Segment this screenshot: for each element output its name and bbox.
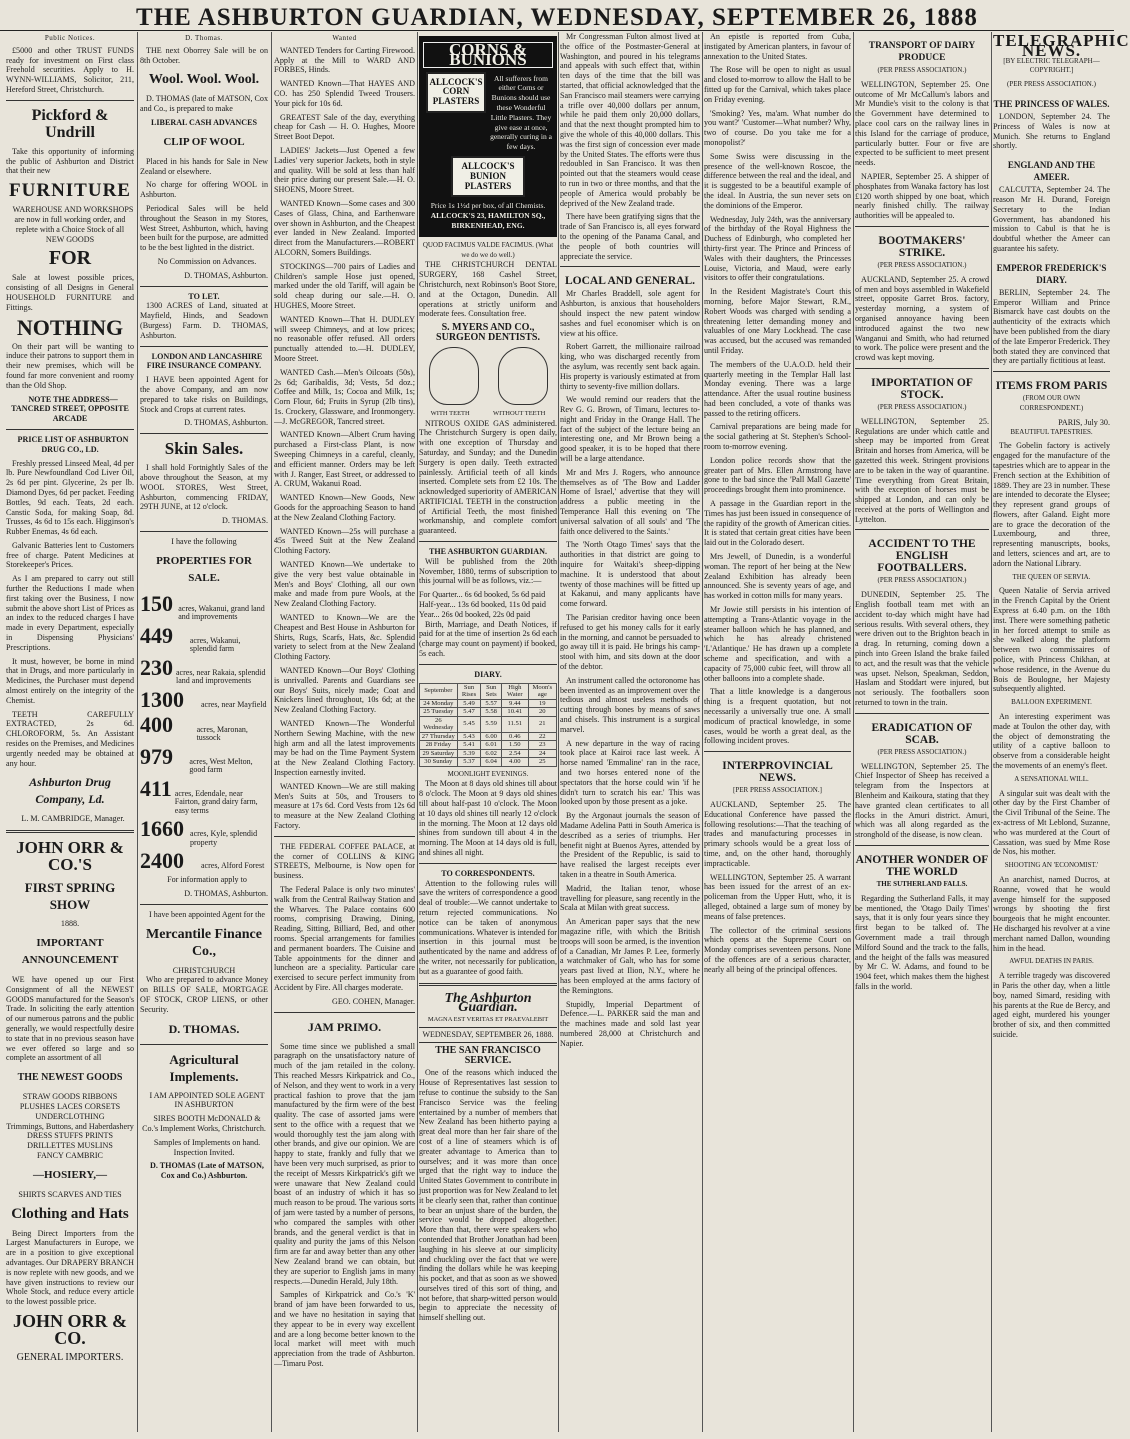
- paris-item: A terrible tragedy was discovered in Paris the other day, when a little boy, named Simard, residing with his parents at the Rue de Bercy, and aged eight, murdered his younger brother of six, and then committed suicide.: [993, 971, 1110, 1039]
- diary-cell: 10.41: [502, 708, 529, 717]
- press-association: [PER PRESS ASSOCIATION.]: [733, 786, 822, 795]
- section-heading: Wanted: [332, 34, 357, 42]
- jam-text: Some time since we published a small paragraph on the unsatisfactory nature of much of the jam retailed in the colony. This reached Messrs Kirkpatrick and Co., of Nelson, and they went to work in a very practical fashion to prove that the jam manufactured by the firm were of the best quality. The case of assorted jams were sent to the office with a request that we would thoroughly test the jam along with other brands, and give our opinion. We are happy to state, frankly and fully that we have been very much surprised, as prior to the receipt of Messrs Kirkpatrick's gift we were unaware that New Zealand could boast of an industry of which it has so much reason to be proud. The various sorts of jam were tasted by a number of persons, who compared the samples with other brands, and the general verdict is that in quality and purity the jams of this Nelson firm are far and away better than any other New Zealand brand we can obtain, but they are superior to English jams in many respects.—Dunedin Herald, July 18th.: [274, 1041, 415, 1286]
- appointed-line: I have been appointed Agent for the: [149, 909, 265, 919]
- announcement: IMPORTANT ANNOUNCEMENT: [21, 937, 119, 967]
- wanted-ad: STOCKINGS—700 pairs of Ladies and Children's sample Hose just opened, marked under the old Tariff, will again be sold cheap during our sale.—H. O. HUGHES, Moore Street.: [274, 261, 415, 310]
- wanted-ad: WANTED Known—Our Boys' Clothing is unrivalled. Parents and Guardians see our Boys' Suits, nicely made; Coat and Knickers lined throughout, 10s 6d; at the New Zealand Clothing Factory.: [274, 666, 415, 715]
- trust-funds-ad: £5000 and other TRUST FUNDS ready for investment on First class Freehold securities. Apply to H. WYNN-WILLIAMS, Solicitor, 211, Hereford Street, Christchurch.: [6, 45, 134, 94]
- to-let-text: 1300 ACRES of Land, situated at Mayfield, Hinds, and Seadown (Burgess) Farm. D. THOMAS, Ashburton.: [140, 301, 268, 340]
- dairy-item: NAPIER, September 25. A shipper of phosphates from Wanaka factory has lost £120 worth shipped by one boat, which nearly finished chilly. The railway authorities will be appealed to.: [855, 171, 989, 221]
- interprovincial-item: The collector of the criminal sessions which opens at the Supreme Court on Monday comprises seventeen persons. None of the offences are of a serious character, nearly all being of the principal offences.: [704, 925, 851, 974]
- diary-cell: 25 Tuesday: [420, 708, 458, 717]
- stock-title: IMPORTATION OF STOCK.: [871, 376, 973, 401]
- for-title: FOR: [48, 247, 92, 270]
- section-heading: D. Thomas.: [185, 34, 223, 42]
- accident-title: ACCIDENT TO THE ENGLISH FOOTBALLERS.: [868, 538, 976, 575]
- sale-notice: THE next Oborrey Sale will be on 8th October.: [140, 45, 268, 65]
- corns-address: ALLCOCK'S 23, HAMILTON SQ., BIRKENHEAD, ENG.: [430, 211, 546, 230]
- local-item: An American paper says that the new magazine rifle, with which the British troops will soon be armed, is the invention of a Canadian, Mr James P. Lee, formerly a watchmaker of Galt, who has for some years past lived at Ilion, N.Y., where he has been employed at the arms factory of the Remingtons.: [560, 917, 700, 995]
- diary-cell: 26 Wednesday: [420, 716, 458, 732]
- thomas-text: D. THOMAS (late of MATSON, Cox and Co., is prepared to make: [140, 94, 268, 114]
- dental-illustration: [419, 347, 557, 405]
- property-item: 449 acres, Wakanui, splendid farm: [140, 622, 241, 654]
- newest-goods: THE NEWEST GOODS: [17, 1072, 123, 1084]
- diary-news-title: EMPEROR FREDERICK'S DIARY.: [996, 262, 1107, 285]
- property-item: 2400 acres, Alford Forest: [140, 848, 265, 874]
- signature: D. THOMAS (Late of MATSON, Cox and Co.) Ashburton.: [150, 1161, 264, 1181]
- wanted-ad: WANTED Known—We undertake to give the very best value obtainable in Men's and Boys' Clothing, all our own make and made from pure Wools, at the New Zealand Clothing Factory.: [274, 560, 415, 609]
- goods-line: DRILLETTES MUSLINS: [27, 1141, 113, 1151]
- column-4: [419, 32, 557, 1432]
- pickford-title: Pickford & Undrill: [31, 106, 109, 141]
- insurance-text: I HAVE been appointed Agent for the above Company, and am now prepared to take risks on Buildings, Stock and Crops at current rates.: [140, 375, 268, 414]
- telegraphic-title: TELEGRAPHIC NEWS.: [993, 31, 1130, 60]
- dairy-title: TRANSPORT OF DAIRY PRODUCE: [868, 41, 976, 63]
- shop-address: NOTE THE ADDRESS— TANCRED STREET, OPPOSITE ARCADE: [11, 394, 129, 424]
- dairy-item: WELLINGTON, September 25. One outcome of Mr McCallum's labors and Mr Mundie's visit to the colony is that the Government have determined to place cool cars on the railway lines in this Island for the carriage of produce, particularly butter. Four or five are expected to be sufficient to meet present needs.: [855, 79, 989, 168]
- drug-manager: L. M. CAMBRIDGE, Manager.: [21, 814, 125, 824]
- diary-cell: 5.49: [457, 699, 481, 708]
- diary-cell: 24: [528, 749, 556, 758]
- drug-text: TEETH CAREFULLY EXTRACTED, 2s 6d. CHLOROFORM, 5s. An Assistant resides on the Premises, and Medicines urgently needed may be obtained at any hour.: [6, 709, 134, 768]
- info-line: For information apply to: [167, 875, 247, 885]
- news-item: Some Swiss were discussing in the presence of the well-known Roscoe, the difference between the real and the ideal, and it is suggested to be a beautiful example of the ideal. In Austria, the sun never sets on the dominions of the Emperor.: [704, 151, 851, 210]
- drug-text: As I am prepared to carry out still further the Reductions I made when first taking over the Business, I now submit the above short List of Prices as an index to the reduced charges I have made in every Department, especially in Dispensing Physicians' Prescriptions.: [6, 574, 134, 652]
- wanted-ad: LADIES' Jackets—Just Opened a few Ladies' very superior Jackets, both in style and quality. Will be sold at less than half their price during our present Sale.—H. O. SHOENS, Moore Street.: [274, 145, 415, 195]
- news-item: The members of the U.A.O.D. held their quarterly meeting in the Templar Hall last Monday evening. There was a large attendance. After the usual routine business had been concluded, a vote of thanks was passed to the retiring officers.: [704, 359, 851, 418]
- to-let: TO LET.: [188, 291, 220, 301]
- masthead: THE ASHBURTON GUARDIAN, WEDNESDAY, SEPTEMBER 26, 1888: [0, 4, 1114, 31]
- corns-ad: [419, 36, 557, 237]
- wanted-ad: WANTED Cash.—Men's Oilcoats (50s), 2s 6d; Garibaldis, 3d; Vests, 5d doz.; Coffee and Milk, 1s; Cocoa and Milk, 1s; Corn Flour, 6d; Fruits in Syrup (2lb tins), 1s. Crockery, Glassware, and Ironmongery.—J. McGREGOR, Tancred street.: [274, 367, 415, 426]
- orr-title: JOHN ORR & CO.'S: [16, 838, 124, 875]
- interprovincial-item: WELLINGTON, September 25. A warrant has been issued for the arrest of an ex-policeman from the Upper Hutt, who, it is alleged, obtained a large sum of money by means of false pretences.: [704, 872, 851, 921]
- pickford-text: Take this opportunity of informing the public of Ashburton and District that their new: [6, 146, 134, 176]
- interprovincial-item: AUCKLAND, September 25. The Educational Conference have passed the following resolutions:—That the teaching of trades and manufacturing processes in primary schools would be a great loss of time, and, on the other hand, thoroughly impracticable.: [704, 799, 851, 868]
- paris-item: The Gobelin factory is actively engaged for the manufacture of the tapestries which are to appear in the French section at the Exhibition of 1889. They are 23 in number. These are intended to decorate the Elysee; they represent grand groups of flowers, after Galand. Eight more are to grace the decoration of the Luxembourg, and three, representing manuscripts, books, and letters, sciences and art, are to adorn the National Library.: [993, 441, 1110, 568]
- diary-column-header: High Water: [502, 683, 529, 699]
- diary-row: [420, 749, 557, 758]
- diary-column-header: Sun Rises: [457, 683, 481, 699]
- wanted-ad: WANTED Tenders for Carting Firewood. Apply at the Mill to WARD AND FORBES, Hinds.: [274, 45, 415, 75]
- clothing-title: Clothing and Hats: [11, 1205, 129, 1222]
- diary-cell: 5.58: [481, 708, 502, 717]
- signature: GEO. COHEN, Manager.: [332, 996, 415, 1006]
- wanted-ad: GREATEST Sale of the day, everything cheap for Cash — H. O. Hughes, Moore Street Boot Depot.: [274, 112, 415, 142]
- diary-cell: 9.44: [502, 699, 529, 708]
- column-7: [855, 32, 989, 1432]
- guardian-date: WEDNESDAY, SEPTEMBER 26, 1888.: [422, 1029, 554, 1039]
- strike-title: BOOTMAKERS' STRIKE.: [878, 234, 966, 259]
- diary-cell: 5.43: [457, 732, 481, 741]
- no-charge: No charge for offering WOOL in Ashburton.: [140, 180, 268, 200]
- press-association: (PER PRESS ASSOCIATION.): [1007, 80, 1096, 89]
- paris-dateline: PARIS, July 30.: [1058, 417, 1110, 427]
- press-association: (PER PRESS ASSOCIATION.): [877, 747, 967, 756]
- local-item: Stupidly, Imperial Department of Defence.—L. PARKER said the man and the machines made and sold last year numbered 28,000 at Christchurch and Napier.: [560, 999, 700, 1048]
- accident-item: DUNEDIN, September 25. The English football team met with an accident to-day which might have had serious results. With several others, they were driven out to the Brighton beach in a drag. In returning, coming down a pinch into Green Island the brake failed to act, and the result was that the vehicle was upset. Nelson, Speakman, Seddon, Haslam and Stoddart were injured, but not seriously. The footballers soon returned to town in the train.: [855, 590, 989, 708]
- local-item: Mr and Mrs J. Rogers, who announce themselves as of 'The Bow and Ladder Home of Israel,' advertise that they will address a public meeting in the Temperance Hall this evening on 'The universal salvation of all souls' and 'The faith once delivered to the Saints.': [560, 467, 700, 536]
- correspondents-title: TO CORRESPONDENTS.: [441, 868, 535, 878]
- diary-cell: 23: [528, 741, 556, 750]
- property-item: 1300 acres, near Mayfield: [140, 686, 267, 712]
- guardian-head: THE ASHBURTON GUARDIAN.: [428, 547, 548, 557]
- wool-title: Wool. Wool. Wool.: [148, 72, 260, 88]
- subscription-rate: Year... 26s 0d booked, 22s 0d paid: [419, 609, 531, 619]
- wanted-ad: WANTED Known—Albert Crum having purchased a First-class Plant, is now Sweeping Chimneys in a careful, cleanly, and efficient manner. Orders may be left with J. Ranger, East Street, or addressed to A. CRUM, Wakanui Road.: [274, 430, 415, 489]
- column-rule: [853, 32, 854, 1432]
- signature: D. THOMAS, Ashburton.: [184, 418, 268, 428]
- moonlight-title: MOONLIGHT EVENINGS.: [447, 769, 529, 778]
- column-2: [140, 32, 268, 1432]
- jam-text: Samples of Kirkpatrick and Co.'s 'K' brand of jam have been forwarded to us, and we have no hesitation in saying that they appear to be in every way excellent and are a long become better known to the local market will meet with much appreciation from the trade of Ashburton.—Timaru Post.: [274, 1290, 415, 1369]
- strike-item: AUCKLAND, September 25. A crowd of men and boys assembled in Wakefield street, opposite Garret Bros. factory, yesterday morning, a system of organised annoyance having been introduced against the two new Wanganui and Smith, who had returned to work. The police were present and the crowd was kept moving.: [855, 274, 989, 363]
- paris-title: ITEMS FROM PARIS: [995, 380, 1108, 393]
- diary-cell: 29 Saturday: [420, 749, 458, 758]
- corns-title: CORNS & BUNIONS: [423, 42, 553, 68]
- column-1: [6, 32, 134, 1432]
- wanted-ad: WANTED Known—That H. DUDLEY will sweep Chimneys, and at low prices; no reasonable offer refused. All orders punctually attended to.—H. DUDLEY, Moore Street.: [274, 314, 415, 363]
- nothing-text: On their part will be wanting to induce their patrons to support them in their new premises, which will be found far more convenient and roomy than the Old Shop.: [6, 341, 134, 390]
- diary-cell: 5.39: [457, 749, 481, 758]
- telegraph-item: LONDON, September 24. The Princess of Wales is now at Munich. She returns to England shortly.: [993, 111, 1110, 151]
- booth-text: SIRES BOOTH McDONALD & Co.'s Implement Works, Christchurch.: [142, 1114, 266, 1133]
- federal-palace: THE FEDERAL COFFEE PALACE, at the corner of COLLINS & KING STREETS, Melbourne, is Now open for business.: [274, 841, 415, 881]
- news-item: An epistle is reported from Cuba, instigated by American planters, in favour of annexation to the United States.: [704, 32, 851, 61]
- agri-title: Agricultural Implements.: [169, 1051, 239, 1084]
- goods-line: DRESS STUFFS PRINTS: [27, 1131, 113, 1141]
- press-association: (PER PRESS ASSOCIATION.): [877, 260, 967, 269]
- orr-text: WE have opened up our First Consignment of all the NEWEST GOODS manufactured for the Season's Trade. In soliciting the early attention of our numerous patrons and the public generally, we would respectfully desire to state that in no previous season have we ever offered so large and so complete an assortment of all: [6, 975, 134, 1063]
- nothing-title: NOTHING: [16, 314, 124, 340]
- myers-title: S. MYERS AND CO., SURGEON DENTISTS.: [436, 322, 540, 343]
- diary-cell: 30 Sunday: [420, 758, 458, 767]
- liberal-advances: LIBERAL CASH ADVANCES: [151, 117, 257, 127]
- local-item: The 'North Otago Times' says that the authorities in that district are going to inquire for Waitaki's sheep-dipping machine. It is understood that about twenty of those machines will be fitted up at Kakanui, and many applicants have come forward.: [560, 540, 700, 609]
- diary-row: [420, 758, 557, 767]
- paris-subtitle: (FROM OUR OWN CORRESPONDENT.): [1019, 394, 1084, 412]
- column-rule: [558, 32, 559, 1432]
- scab-title: ERADICATION OF SCAB.: [871, 721, 973, 746]
- orr-footer: JOHN ORR & CO.: [13, 1310, 127, 1348]
- property-item: 230 acres, near Rakaia, splendid land and improvements: [140, 654, 266, 686]
- press-association: (PER PRESS ASSOCIATION.): [877, 66, 967, 74]
- diary-cell: 28 Friday: [420, 741, 458, 750]
- paris-item: Queen Natalie of Servia arrived in the French Capital by the Orient Express at 6.40 p.m. on the 18th inst. There were something pathetic in her forced attempt to smile as she walked along the platform between two commissaires of police, with Princess Chikhan, at whose residence, in the Avenue du Bois de Boulogne, her Majesty subsequently alighted.: [993, 586, 1110, 694]
- local-item: We would remind our readers that the Rev G. G. Brown, of Timaru, lectures to-night and Friday in the Orange Hall. The fact of the subject of the lecture being an interesting one, and Mr Brown being a good speaker, it is to be hoped that there will be a large attendance.: [560, 395, 700, 464]
- furniture-title: FURNITURE: [9, 180, 131, 202]
- insurance-title: LONDON AND LANCASHIRE FIRE INSURANCE COMPANY.: [146, 351, 263, 371]
- drug-company: Ashburton Drug Company, Ld.: [29, 775, 111, 807]
- diary-cell: 2.54: [502, 749, 529, 758]
- diary-title: DIARY.: [474, 669, 502, 679]
- news-item: Carnival preparations are being made for the social gathering at St. Stephen's School-room to-morrow evening.: [704, 422, 851, 452]
- guardian-motto: MAGNA EST VERITAS ET PRAEVALEBIT: [427, 1016, 549, 1024]
- properties-title: PROPERTIES FOR SALE.: [156, 554, 252, 584]
- column-rule: [137, 32, 138, 1432]
- face-with-teeth: [429, 347, 479, 405]
- clip-text: Placed in his hands for Sale in New Zealand or elsewhere.: [140, 156, 268, 176]
- diary-column-header: Moon's age: [528, 683, 556, 699]
- drug-text: It must, however, be borne in mind that in Drugs, and more particularly in Medicines, the Purchaser must depend almost entirely on the integrity of the Chemist.: [6, 656, 134, 705]
- local-item: An instrument called the octoronome has been invented as an improvement over the tedious and almost useless methods of cutting through bones by means of saws and chisels. This instrument is a surgical marvel.: [560, 675, 700, 734]
- goods-line: PLUSHES LACES CORSETS: [19, 1101, 121, 1111]
- property-item: 400 acres, Maronan, tussock: [140, 711, 248, 743]
- orr-text: Being Direct Importers from the Largest Manufacturers in Europe, we are in a position to give exceptional advantages. Our DRAPERY BRANCH is now replete with new goods, and we have given instructions to review our Whole Stock, and reduce every article to the lowest possible price.: [6, 1228, 134, 1307]
- property-item: 979 acres, West Melton, good farm: [140, 743, 253, 775]
- diary-row: [420, 708, 557, 717]
- skin-sales: Skin Sales.: [164, 439, 244, 459]
- paris-subhead: BALLOON EXPERIMENT.: [1011, 698, 1092, 707]
- paris-item: An interesting experiment was made at Toulon the other day, with the object of demonstrating the utility of a captive balloon to observe from a considerable height the movements of an enemy's fleet.: [993, 712, 1110, 771]
- diary-cell: 20: [528, 708, 556, 717]
- diary-cell: 6.01: [481, 741, 502, 750]
- sole-agent: I AM APPOINTED SOLE AGENT IN ASHBURTON: [149, 1090, 265, 1110]
- samples-text: Samples of Implements on hand. Inspection Invited.: [153, 1137, 261, 1157]
- wanted-ad: WANTED to Known—We are the Cheapest and Best House in Ashburton for Shirts, Rugs, Scarfs, Hats, &c. Splendid variety to select from at the New Zealand Clothing Factory.: [274, 613, 415, 662]
- corns-price: Price 1s 1½d per box, of all Chemists.: [430, 201, 546, 211]
- wales-title: THE PRINCESS OF WALES.: [993, 98, 1110, 109]
- wanted-ad: WANTED Known—Some cases and 300 Cases of Glass, China, and Earthenware over shown in Ashburton, and the Cheapest ever landed in New Zealand. Imported direct from the Manufacturers.—ROBERT ALCORN, Somers Buildings.: [274, 198, 415, 257]
- diary-cell: 1.50: [502, 741, 529, 750]
- diary-column-header: Sun Sets: [481, 683, 502, 699]
- diary-cell: 6.04: [481, 758, 502, 767]
- diary-cell: 11.51: [502, 716, 529, 732]
- diary-cell: 21: [528, 716, 556, 732]
- leader-text: One of the reasons which induced the House of Representatives last session to refuse to continue the subsidy to the San Francisco Service was the feeling entertained by a number of members that New Zealand has been hitherto paying a great deal more than her fair share of the cost of a line of steamers which is of greater advantage to America than to ourselves; and it was more than once urged that the right way to induce the United States Government to contribute in just proportion was for New Zealand to let it be clearly seen that, rather than continue to bear an unjust share of the burden, the service would be dropped altogether. More than that, there were speakers who contended that Brother Jonathan had been laughing in his sleeve at our simplicity and chuckling over the fact that we were finding the dollars while he was keeping his pocket, and that as soon as we showed ourselves tired of this sort of thing, and not before, that sharp-witted person would begin to appreciate the necessity of himself shelling out.: [419, 1068, 557, 1323]
- news-item: Mr Jowie still persists in his intention of attempting a Trans-Atlantic voyage in the steamer balloon which he has planned, and which he has already christened 'L'Atlantique.' He has drawn up a complete scheme and specification, and with a capacity of 75,000 cubic feet, will throw all other balloons into a complete shade.: [704, 605, 851, 683]
- local-item: Madrid, the Italian tenor, whose travelling for pleasure, sang recently in the Scala at Milan with great success.: [560, 883, 700, 913]
- property-item: 150 acres, Wakanui, grand land and improvements: [140, 590, 265, 622]
- leader-text: Mr Congressman Fulton almost lived at the office of the Postmaster-General at Washington, and poured in his telegrams and appeals with such effect that, within ten days of the time that the bill was started, that official acknowledged that the San Francisco mail steamers were carrying a trifle over 40,000 dollars per annum, while he paid them only 20,000 dollars, and that the next thought prompted him to give the whole of this 40,000 dollars. This was the first sign of concession ever made by the United States. The efforts were thus redoubled in San Francisco. It was then pointed out that the steamers would cease to run in two or three months, and that the people of America would probably be deprived of the New Zealand trade.: [560, 32, 700, 208]
- dental-ad: THE CHRISTCHURCH DENTAL SURGERY, 168 Cashel Street, Christchurch, next Robinson's Boot Store, and at the Octagon, Dunedin. All operations at strictly uniform and moderate fees. Consultation free.: [419, 260, 557, 319]
- periodic-sales: Periodical Sales will be held throughout the Season in my Stores, West Street, Ashburton, which, having been built for the purpose, are admitted to be the best lighted in the district.: [140, 203, 268, 253]
- no-commission: No Commission on Advances.: [157, 256, 257, 266]
- diary-cell: 22: [528, 732, 556, 741]
- section-heading: Public Notices.: [44, 34, 96, 42]
- diary-cell: 5.45: [457, 716, 481, 732]
- paris-subhead: AWFUL DEATHS IN PARIS.: [1009, 957, 1094, 966]
- diary-cell: 24 Monday: [420, 699, 458, 708]
- advance-text: Who are prepared to advance Money on BILLS OF SALE, MORTGAGE OF STOCK, CROP LIENS, or other Security.: [140, 975, 268, 1014]
- diary-row: [420, 741, 557, 750]
- drug-heading: PRICE LIST OF ASHBURTON DRUG CO., LD.: [17, 434, 129, 454]
- for-text: Sale at lowest possible prices, consisting of all Designs in General HOUSEHOLD FURNITURE and Fittings.: [6, 273, 134, 312]
- local-item: The Parisian creditor having once been refused to get his money calls for it early in the morning, and cannot be persuaded to go away till it is paid. He brings his camp-stool with him, and sits down at the door of the debtor.: [560, 613, 700, 672]
- column-6: [704, 32, 851, 1432]
- without-teeth-label: WITHOUT TEETH: [493, 409, 546, 417]
- wanted-ad: WANTED Known—The Wonderful Northern Sewing Machine, with the new high arm and all the latest improvements may be had on the Time Payment System at the New Zealand Clothing Factory. Inspection earnestly invited.: [274, 719, 415, 777]
- motto: QUOD FACIMUS VALDE FACIMUS. (What we do we do well.): [422, 240, 554, 259]
- diary-row: [420, 732, 557, 741]
- diary-row: [420, 716, 557, 732]
- stock-item: WELLINGTON, September 25. Regulations are under which cattle and sheep may be imported from Great Britain and horses from America, will be gazetted this week. Stringent provisions are to be taken in the way of quarantine. Time everything from Great Britain, with the exception of horses must be shipped at London, and can only be received at the ports of Wellington and Lyttelton.: [855, 416, 989, 524]
- skin-text: I shall hold Fortnightly Sales of the above throughout the Season, at my WOOL STORES, West Street, Ashburton, commencing FRIDAY, 29TH JUNE, at 12 o'clock.: [140, 463, 268, 512]
- corns-text: All sufferers from either Corns or Bunions should use these Wonderful Little Plasters. They give ease at once, generally curing in a few days.: [490, 73, 552, 152]
- wonder-item: Regarding the Sutherland Falls, it may be mentioned, the 'Otago Daily Times' says, that it is only four years since they first began to be talked of. The Government made a trail through Milford Sound and the track to the falls, and the height of the falls was measured by Mr C. W. Adams, and found to be 1904 feet, which makes them the highest falls in the world.: [855, 893, 989, 991]
- goods-line: SHIRTS SCARVES AND TIES: [18, 1189, 122, 1199]
- interprovincial-title: INTERPROVINCIAL NEWS.: [722, 760, 833, 785]
- spring-show: FIRST SPRING SHOW: [24, 880, 116, 913]
- paris-subhead: SHOOTING AN 'ECONOMIST.': [1004, 861, 1099, 870]
- press-association: (PER PRESS ASSOCIATION.): [877, 402, 967, 411]
- diary-cell: 0.46: [502, 732, 529, 741]
- column-5: [560, 32, 700, 1432]
- diary-cell: 5.57: [481, 699, 502, 708]
- diary-cell: 5.47: [457, 708, 481, 717]
- diary-cell: 5.37: [457, 758, 481, 767]
- face-without-teeth: [498, 347, 548, 405]
- goods-line: Trimmings, Buttons, and Haberdashery: [6, 1121, 134, 1131]
- column-rule: [271, 32, 272, 1432]
- telegraph-item: BERLIN, September 24. The Emperor William and Prince Bismarck have cast doubts on the authenticity of the extracts which have been published from the diary of the late Emperor Frederick. They both stated they are convinced that they are partially fictitious at least.: [993, 287, 1110, 366]
- news-item: In the Resident Magistrate's Court this morning, before Major Stewart, R.M., Robert Woods was charged with sending a threatening letter demanding money and valuables of one Mary Lockhead. The case was accused, but the accused was remanded until Friday.: [704, 287, 851, 355]
- local-item: Mr Charles Braddell, sole agent for Ashburton, is anxious that householders should inspect the new patent window sashes and fuel economiser which is on view at his office.: [560, 289, 700, 338]
- news-item: London police records show that the greater part of Mrs. Ellen Armstrong have gone to the bad since the 'Pall Mall Gazette' proceedings brought them into prominence.: [704, 455, 851, 495]
- local-item: By the Argonaut journals the season of Madame Adelina Patti in South America is described as a series of triumphs. Her benefit night at Buenos Ayres, attended by the President of the Republic, is said to have realised the largest receipts ever taken in a theatre in South America.: [560, 811, 700, 879]
- with-teeth-label: WITH TEETH: [430, 409, 470, 417]
- moon-text: The Moon at 8 days old shines till about 8 o'clock. The Moon at 9 days old shines till about half-past 10 o'clock. The Moon at 10 days old shines till nearly 12 o'clock in the morning. The Moon at 12 days old shines from sundown till about 4 in the morning. The Moon at 14 days old is full, and shines all night.: [419, 779, 557, 858]
- news-item: Wednesday, July 24th, was the anniversary of the birthday of the Royal Highness the Duchess of Edinburgh, who completed her thirty-first year. The Prince and Princess of Wales with their daughters, the Princesses Louise, Victoria, and Maud, were early visitors to offer their congratulations.: [704, 214, 851, 283]
- corn-plaster-box: ALLCOCK'S CORN PLASTERS: [426, 72, 486, 113]
- telegraph-item: CALCUTTA, September 24. The reason Mr H. Durand, Foreign Secretary to the Indian Government, has abandoned his mission to Cabul is that he is doubtful whether the Ameer can guarantee his safety.: [993, 185, 1110, 253]
- christchurch: CHRISTCHURCH: [172, 965, 236, 975]
- diary-row: [420, 699, 557, 708]
- diary-cell: 4.00: [502, 758, 529, 767]
- ameer-title: ENGLAND AND THE AMEER.: [1007, 160, 1096, 183]
- jam-title: JAM PRIMO.: [307, 1019, 382, 1034]
- wonder-subtitle: THE SUTHERLAND FALLS.: [876, 880, 968, 889]
- show-year: 1888.: [60, 919, 80, 929]
- wonder-title: ANOTHER WONDER OF THE WORLD: [855, 854, 989, 879]
- paris-subhead: THE QUEEN OF SERVIA.: [1012, 572, 1091, 581]
- paris-subhead: A SENSATIONAL WILL.: [1014, 774, 1089, 783]
- diary-cell: 19: [528, 699, 556, 708]
- diary-cell: 25: [528, 758, 556, 767]
- signature: D. THOMAS.: [168, 1021, 240, 1036]
- bunion-plaster-box: ALLCOCK'S BUNION PLASTERS: [451, 156, 525, 197]
- column-8: [993, 31, 1130, 1432]
- diary-cell: 27 Thursday: [420, 732, 458, 741]
- paris-item: An anarchist, named Ducros, at Roanne, vowed that he would avenge himself for the supposed wrongs by shooting the first bourgeois that he might encounter. He discharged his revolver at a vine merchant named Dallon, wounding him in the head.: [993, 874, 1110, 953]
- local-item: Robert Garrett, the millionaire railroad king, who was discharged recently from the asylum, was recently sent back again. His property is variously estimated at from thirty to seventy-five million dollars.: [560, 342, 700, 391]
- local-item: A new departure in the way of racing took place at Kairoi race last week. A horse named 'Emmaline' ran in the race, and two horses entered none of the spectators that the horse could win 'if he didn't turn to scratch his ear.' This was looked upon by those present as a joke.: [560, 738, 700, 807]
- goods-line: UNDERCLOTHING: [35, 1111, 105, 1121]
- goods-line: FANCY CAMBRIC: [37, 1150, 103, 1160]
- diary-cell: 5.59: [481, 716, 502, 732]
- clip-of-wool: CLIP OF WOOL: [163, 135, 245, 148]
- guardian-title: The Ashburton Guardian.: [444, 990, 532, 1016]
- goods-line: STRAW GOODS RIBBONS: [22, 1092, 118, 1102]
- scab-item: WELLINGTON, September 25. The Chief Inspector of Sheep has received a telegram from the Inspectors at Blenheim and Kaikoura, stating that they have granted clean certificates to all flocks in the Amuri district. Amuri, which was all along regarded as the stronghold of the disease, is now clean.: [855, 761, 989, 840]
- props-head: I have the following: [171, 536, 237, 546]
- property-item: 1660 acres, Kyle, splendid property: [140, 816, 258, 847]
- hosiery: —HOSIERY,—: [32, 1168, 108, 1181]
- wanted-ad: WANTED Known—New Goods, New Goods for the approaching Season to hand at the New Zealand Clothing Factory.: [274, 493, 415, 522]
- mercantile-title: Mercantile Finance Co.,: [146, 926, 262, 959]
- dental-text: NITROUS OXIDE GAS administered. The Christchurch Surgery is open daily, with one exception of Thursday and Saturday, and Sunday; and the Dunedin Surgery is open daily. Teeth extracted painlessly. Artificial teeth of all kinds inserted. Complete sets from £2 10s. The acknowledged superiority of AMERICAN ARTIFICIAL TEETH in the construction of Artificial Teeth, the most finished workmanship, and complete comfort guaranteed.: [419, 418, 557, 536]
- paris-subhead: BEAUTIFUL TAPESTRIES.: [1010, 427, 1093, 436]
- news-item: That a little knowledge is a dangerous thing is a frequent quotation, but not necessarily a universally true one. A small modicum of practical knowledge, in some cases, would be worth a great deal, as the following incident proves.: [704, 687, 851, 746]
- property-item: 411 acres, Edendale, near Fairton, grand dairy farm, easy terms: [140, 775, 258, 815]
- signature: D. THOMAS.: [222, 516, 268, 526]
- signature: D. THOMAS, Ashburton.: [184, 888, 268, 898]
- furniture-text: WAREHOUSE AND WORKSHOPS are now in full working order, and replete with a Choice Stock of all NEW GOODS: [12, 205, 134, 244]
- column-3: [274, 32, 415, 1432]
- local-general-title: LOCAL AND GENERAL.: [564, 275, 696, 288]
- drug-text: Galvanic Batteries lent to Customers free of charge. Patent Medicines at Storekeeper's Prices.: [6, 540, 134, 570]
- press-association: (PER PRESS ASSOCIATION.): [877, 576, 967, 585]
- correspondents-text: Attention to the following rules will save the writers of correspondence a good deal of trouble:—We cannot undertake to return rejected communications. No notice can be taken of anonymous communications. Whatever is intended for insertion in this journal must be authenticated by the name and address of the writer, not necessarily for publication, but as a guarantee of good faith.: [419, 878, 557, 976]
- wanted-ad: WANTED Known—25s will purchase a 45s Tweed Suit at the New Zealand Clothing Factory.: [274, 526, 415, 556]
- news-item: Mrs Jewell, of Dunedin, is a wonderful woman. The report of her being at the New Zealand Exhibition has already been announced. She is seventy years of age, and has worked in cotton mills for many years.: [704, 552, 851, 601]
- telegraph-copyright: [BY ELECTRIC TELEGRAPH—COPYRIGHT.]: [1003, 56, 1100, 75]
- column-rule: [702, 32, 703, 1432]
- federal-text: The Federal Palace is only two minutes' walk from the Central Railway Station and the Wharves. The Palace contains 600 rooms, comprising Drawing, Dining, Reading, Sitting, Billiard, Bed, and other rooms. Special arrangements for families and permanent boarders. The Cuisine and Table appointments for the dinner and luncheon are a speciality. Particular care exercised to secure perfect immunity from Accident by Fire. All charges moderate.: [274, 884, 415, 992]
- subscription-rate: For Quarter... 6s 6d booked, 5s 6d paid: [419, 590, 546, 600]
- general-importers: GENERAL IMPORTERS.: [16, 1351, 124, 1363]
- guardian-text: Will be published from the 20th November, 1880, terms of subscription to this journal will be as follows, viz.:—: [419, 556, 557, 586]
- diary-cell: 5.41: [457, 741, 481, 750]
- leader-title: THE SAN FRANCISCO SERVICE.: [435, 1044, 541, 1066]
- news-item: The Rose will be open to night as usual and closed to-morrow to allow the Hall to be fitted up for the Carnival, which takes place on Friday evening.: [704, 65, 851, 104]
- paris-item: A singular suit was dealt with the other day by the First Chamber of the Civil Tribunal of the Seine. The ex-actress of Mt Leblond, Suzanne, who was murdered at the Court of Cassation, was sued by Mme Rose de Nos, his mother.: [993, 788, 1110, 857]
- diary-column-header: September: [420, 683, 458, 699]
- subscription-rate: Half-year... 13s 6d booked, 11s 0d paid: [419, 600, 546, 610]
- leader-text: There have been gratifying signs that the trade of San Francisco is, all eyes forward to the opening of the Panama Canal, and the people of both countries will appreciate the service.: [560, 212, 700, 261]
- diary-cell: 6.02: [481, 749, 502, 758]
- wanted-ad: WANTED Known—That HAYES AND CO. has 250 Splendid Tweed Trousers. Your pick for 10s 6d.: [274, 79, 415, 108]
- column-rule: [991, 32, 992, 1432]
- diary-table: [419, 683, 557, 767]
- drug-price-list: Freshly pressed Linseed Meal, 4d per lb. Pure Newfoundland Cod Liver Oil, 2s 6d per pint. Glycerine, 2s per lb. Diamond Dyes, 6d per packet. Feeding Bottles, 9d each. Teats, 2d each. Canstic Soda, for making Soap, 8d. Trusses, 4s 6d to 15s each. Higginson's Rubber Enemas, 4s 6d each.: [6, 458, 134, 537]
- births-text: Birth, Marriage, and Death Notices, if paid for at the time of insertion 2s 6d each (charge may count on payment) if booked, 5s each.: [419, 619, 557, 659]
- signature: D. THOMAS, Ashburton.: [184, 270, 268, 280]
- column-rule: [417, 32, 418, 1432]
- news-item: A passage in the Guardian report in the Times has just been issued in consequence of the rapidity of the growth of American cities. It is stated that certain great cities have been laid out in the Colorado desert.: [704, 499, 851, 548]
- news-item: 'Smoking? Yes, ma'am. What number do you want?' 'Customer—What number? Why, two of course. Do you take me for a monopolist?': [704, 108, 851, 147]
- diary-cell: 6.00: [481, 732, 502, 741]
- wanted-ad: WANTED Known—We are still making Men's Suits at 50s, and Trousers to measure at 17s 6d. Cord Vests from 12s 6d to measure at the New Zealand Clothing Factory.: [274, 781, 415, 830]
